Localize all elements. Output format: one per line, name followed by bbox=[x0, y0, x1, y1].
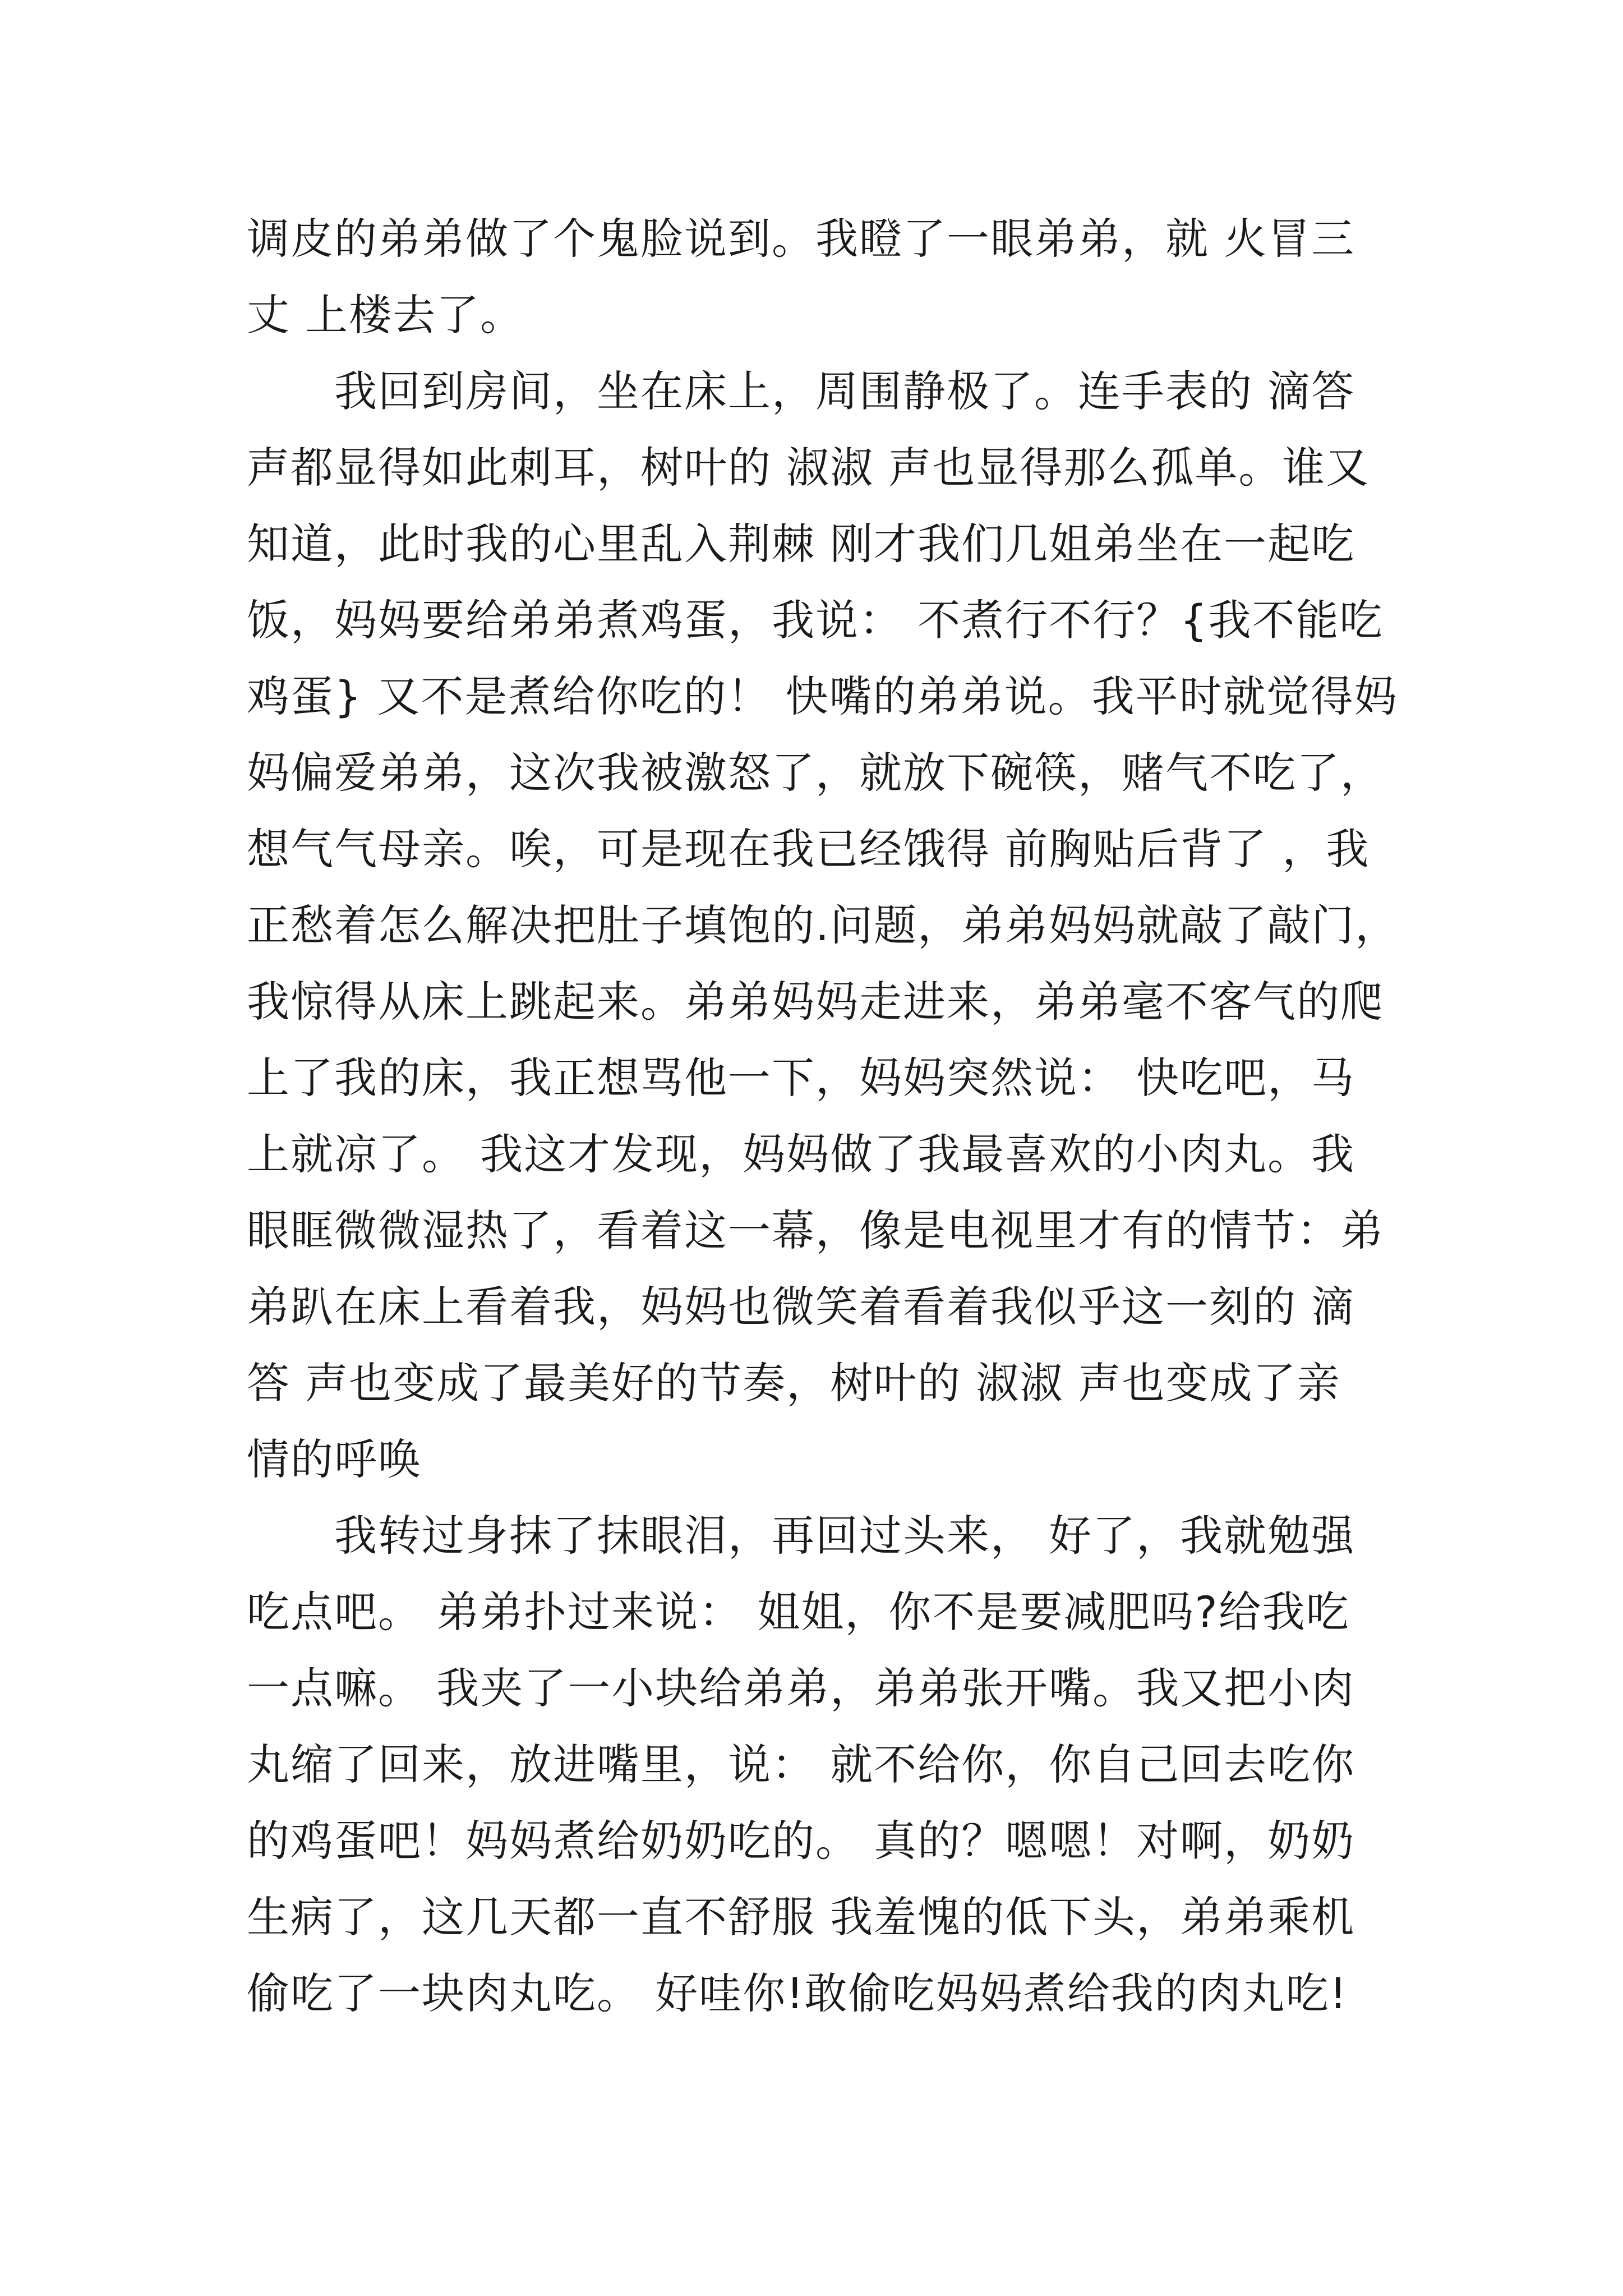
text-line: 饭，妈妈要给弟弟煮鸡蛋，我说： 不煮行不行？{我不能吃 bbox=[247, 595, 1384, 645]
text-line: 丈 上楼去了。 bbox=[247, 290, 524, 340]
text-line: 知道，此时我的心里乱入荆棘 刚才我们几姐弟坐在一起吃 bbox=[247, 519, 1355, 569]
text-line: 生病了，这几天都一直不舒服 我羞愧的低下头，弟弟乘机 bbox=[247, 1892, 1355, 1942]
text-line: 的鸡蛋吧！妈妈煮给奶奶吃的。 真的？嗯嗯！对啊，奶奶 bbox=[247, 1816, 1355, 1866]
document-body bbox=[247, 201, 1402, 2032]
text-line: 情的呼唤 bbox=[247, 1434, 422, 1484]
text-line: 我惊得从床上跳起来。弟弟妈妈走进来，弟弟毫不客气的爬 bbox=[247, 977, 1384, 1027]
text-line: 调皮的弟弟做了个鬼脸说到。我瞪了一眼弟弟，就 火冒三 bbox=[247, 214, 1355, 264]
text-line: 丸缩了回来，放进嘴里，说： 就不给你，你自己回去吃你 bbox=[247, 1740, 1355, 1789]
text-line: 想气气母亲。唉，可是现在我已经饿得 前胸贴后背了 ，我 bbox=[247, 824, 1370, 874]
text-line: 吃点吧。 弟弟扑过来说： 姐姐，你不是要减肥吗?给我吃 bbox=[247, 1587, 1350, 1637]
text-line: 我转过身抹了抹眼泪，再回过头来， 好了，我就勉强 bbox=[247, 1511, 1355, 1561]
text-line: 我回到房间，坐在床上，周围静极了。连手表的 滴答 bbox=[247, 366, 1355, 416]
text-line: 上了我的床，我正想骂他一下，妈妈突然说： 快吃吧，马 bbox=[247, 1053, 1355, 1103]
text-line: 鸡蛋} 又不是煮给你吃的！ 快嘴的弟弟说。我平时就觉得妈 bbox=[247, 671, 1398, 721]
text-line: 一点嘛。 我夹了一小块给弟弟，弟弟张开嘴。我又把小肉 bbox=[247, 1663, 1355, 1713]
text-line: 眼眶微微湿热了，看着这一幕，像是电视里才有的情节：弟 bbox=[247, 1205, 1384, 1255]
text-line: 声都显得如此刺耳，树叶的 淑淑 声也显得那么孤单。谁又 bbox=[247, 443, 1370, 493]
text-line: 答 声也变成了最美好的节奏，树叶的 淑淑 声也变成了亲 bbox=[247, 1358, 1341, 1408]
text-line: 上就凉了。 我这才发现，妈妈做了我最喜欢的小肉丸。我 bbox=[247, 1129, 1355, 1179]
text-line: 弟趴在床上看着我，妈妈也微笑着看着我似乎这一刻的 滴 bbox=[247, 1282, 1355, 1332]
text-line: 妈偏爱弟弟，这次我被激怒了，就放下碗筷，赌气不吃了， bbox=[247, 748, 1384, 798]
text-line: 偷吃了一块肉丸吃。 好哇你!敢偷吃妈妈煮给我的肉丸吃! bbox=[247, 1968, 1348, 2018]
text-line: 正愁着怎么解决把肚子填饱的.问题，弟弟妈妈就敲了敲门， bbox=[247, 900, 1399, 950]
